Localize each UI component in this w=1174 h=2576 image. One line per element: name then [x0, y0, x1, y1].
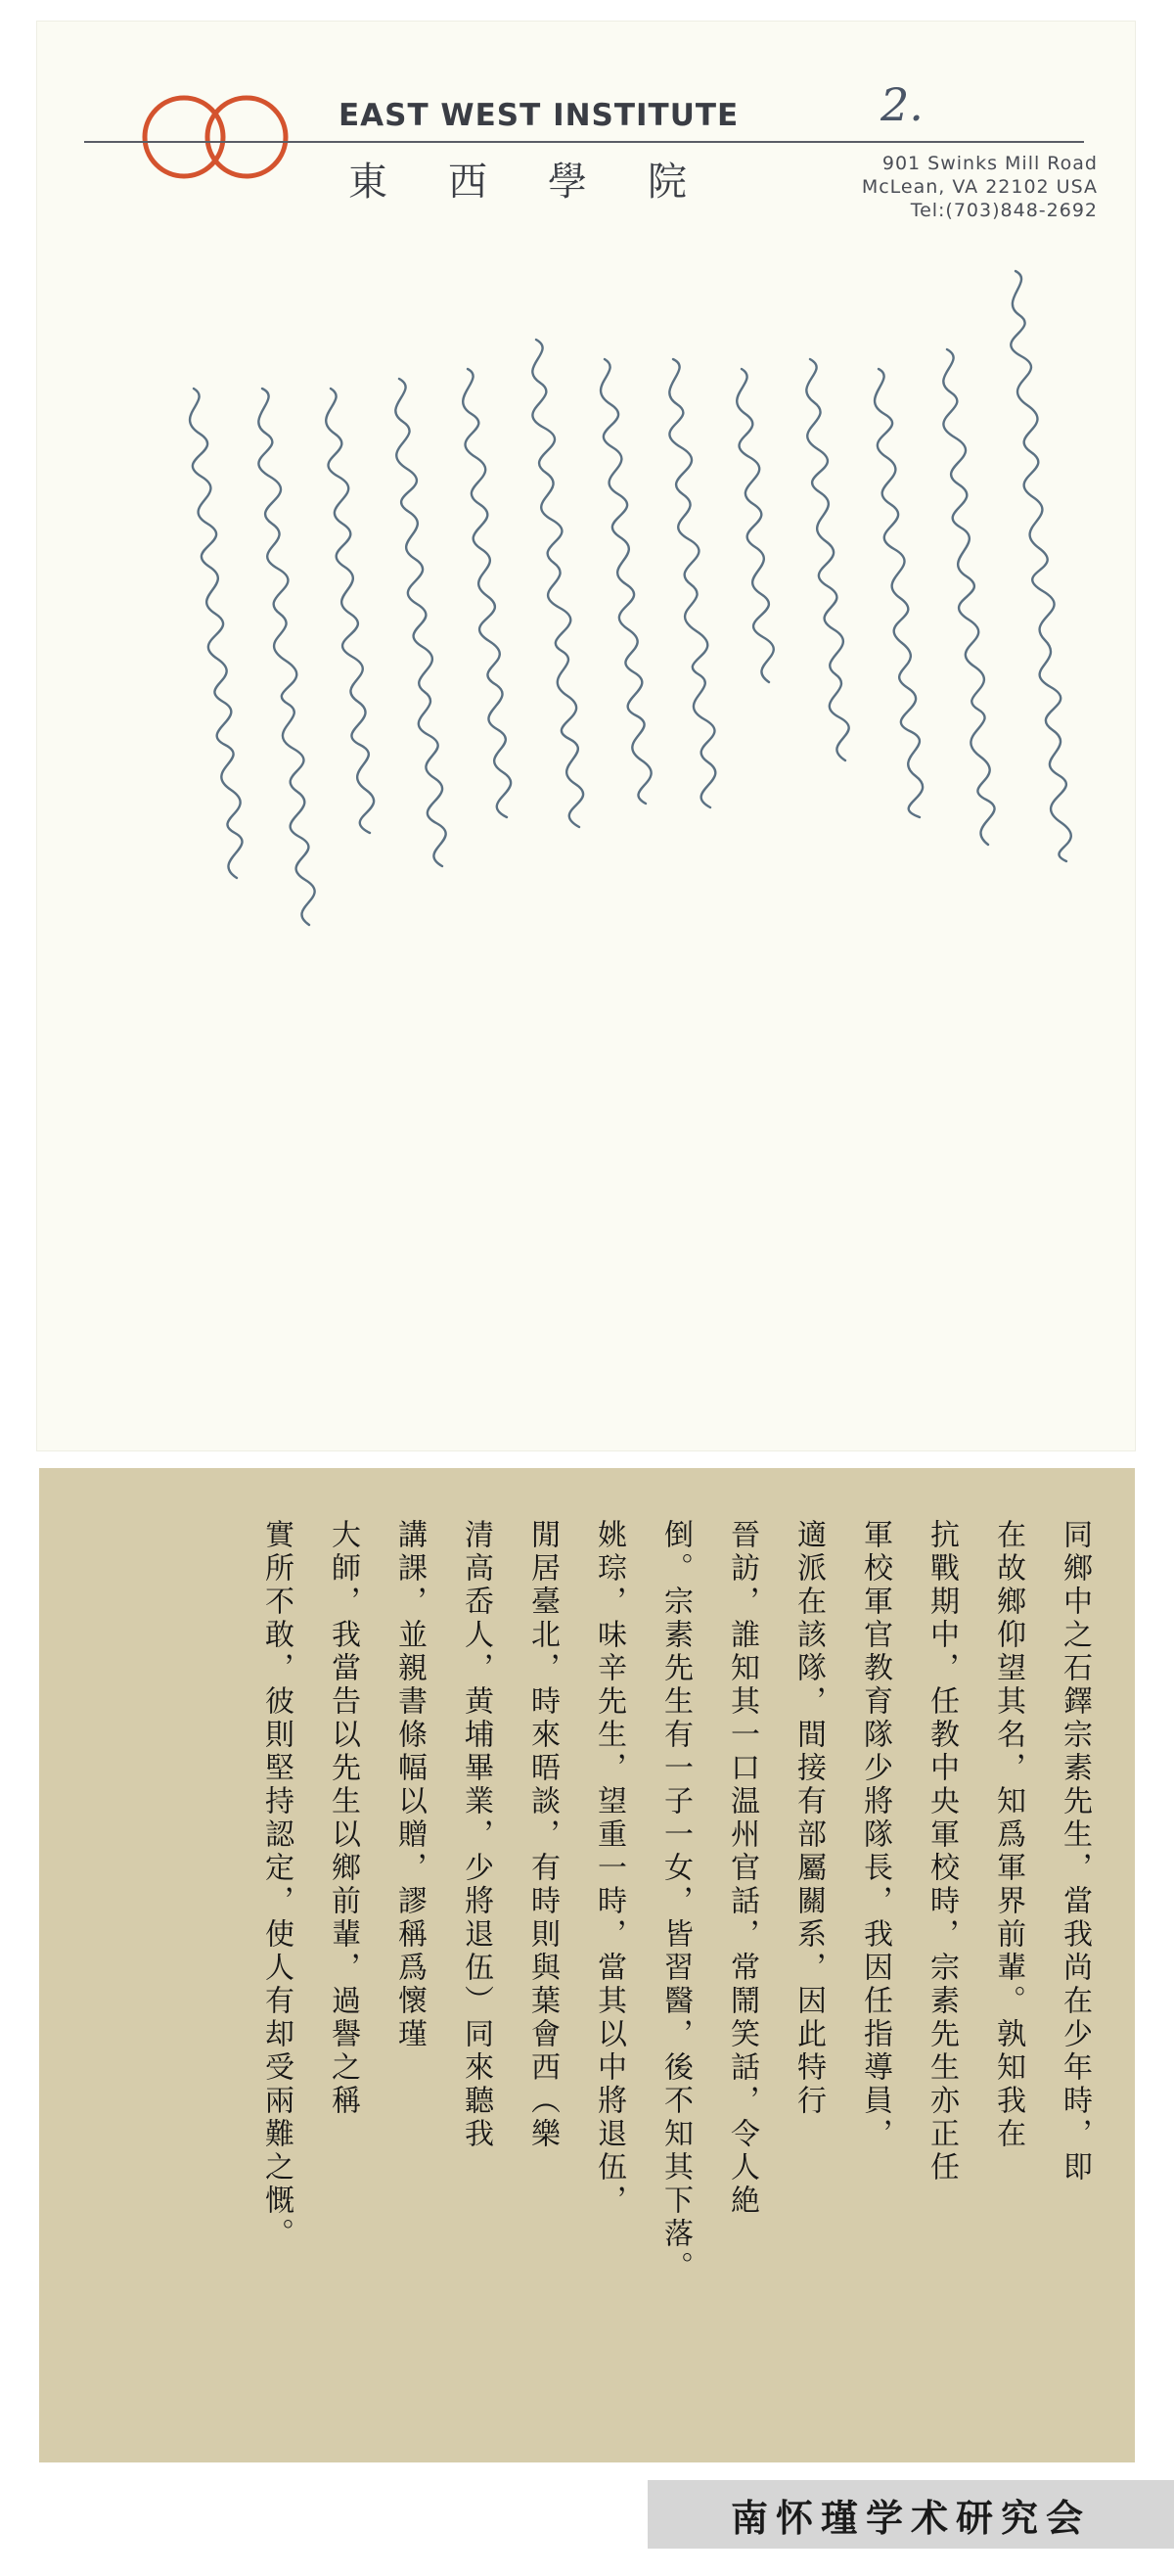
- handwritten-text: [37, 232, 1135, 1446]
- address-phone: Tel:(703)848-2692: [910, 200, 1098, 221]
- transcription-column-3: 抗戰期中，任教中央軍校時，宗素先生亦正任: [925, 1519, 959, 2185]
- transcription-column-4: 軍校軍官教育隊少將隊長，我因任指導員，: [858, 1519, 892, 2151]
- society-label-text: 南怀瑾学术研究会: [730, 2495, 1091, 2540]
- transcription-column-2: 在故鄉仰望其名，知爲軍界前輩。孰知我在: [991, 1519, 1025, 2151]
- transcription-column-1: 同鄉中之石鐸宗素先生，當我尚在少年時，即: [1058, 1519, 1092, 2185]
- transcription-column-10: 清高岙人，黄埔畢業，少將退伍）同來聽我: [459, 1519, 493, 2151]
- transcription-column-12: 大師，我當告以先生以鄉前輩，過譽之稱: [326, 1519, 360, 2118]
- transcription-column-7: 倒。宗素先生有一子一女，皆習醫，後不知其下落。: [658, 1519, 693, 2284]
- transcription-panel: [39, 1468, 1135, 2462]
- institute-logo: [125, 90, 307, 184]
- transcription-column-11: 講課，並親書條幅以贈，謬稱爲懷瑾: [392, 1519, 427, 2051]
- address-city: McLean, VA 22102 USA: [861, 176, 1098, 198]
- transcription-column-9: 閒居臺北，時來晤談，有時則與葉會西（樂: [525, 1519, 560, 2151]
- transcription-column-5: 適派在該隊，間接有部屬關系，因此特行: [791, 1519, 826, 2118]
- institute-address: [862, 152, 1098, 222]
- institute-name-cjk: 東西學院: [348, 160, 747, 205]
- society-label: [648, 2480, 1174, 2549]
- page-number: 2.: [880, 78, 924, 131]
- transcription-column-8: 姚琮，味辛先生，望重一時，當其以中將退伍，: [592, 1519, 626, 2218]
- letterhead-rule: [84, 141, 1084, 143]
- institute-name: EAST WEST INSTITUTE: [339, 98, 740, 133]
- address-street: 901 Swinks Mill Road: [881, 153, 1098, 174]
- transcription-columns: [254, 1519, 1096, 2419]
- transcription-column-6: 晉訪，誰知其一口温州官話，常鬧笑話，令人絶: [725, 1519, 759, 2218]
- letter-scan: [37, 22, 1135, 1450]
- transcription-column-13: 實所不敢，彼則堅持認定，使人有却受兩難之慨。: [259, 1519, 294, 2251]
